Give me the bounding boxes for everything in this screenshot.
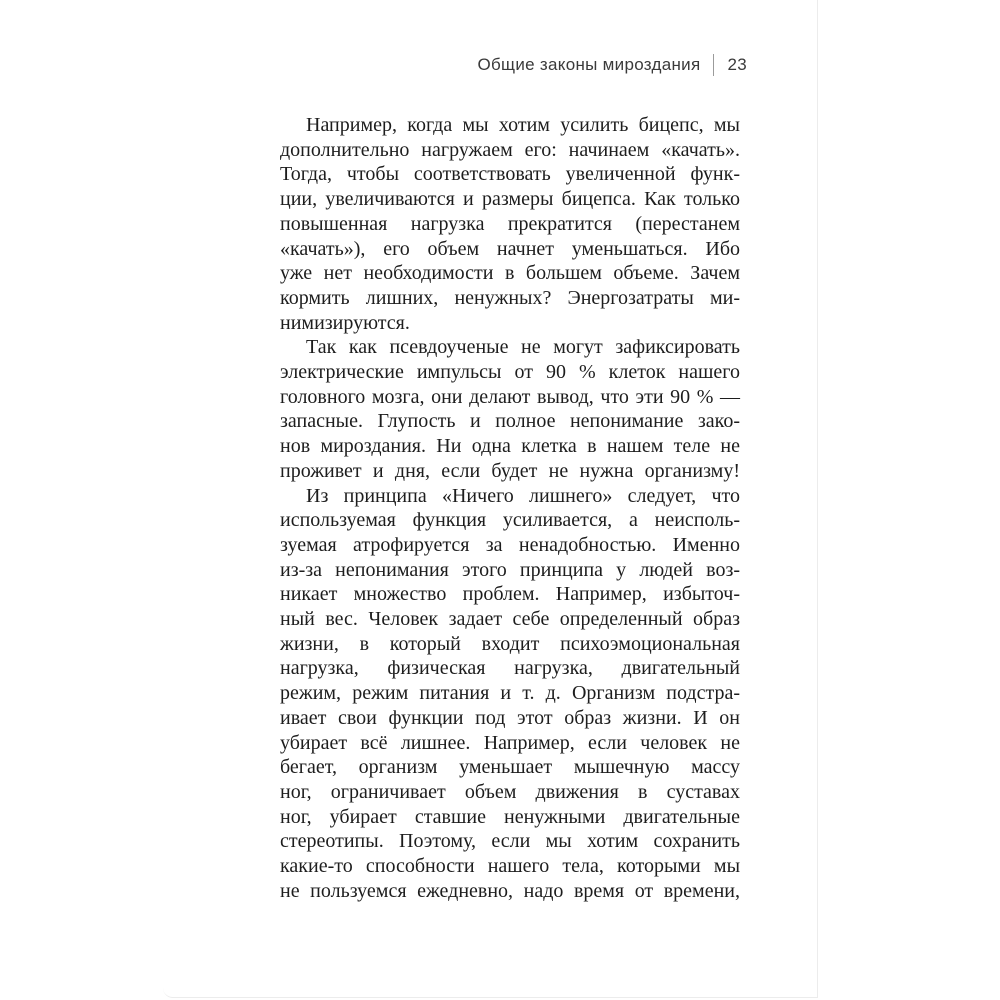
text-line: жизни, в который входит психоэмоциональная	[280, 632, 740, 655]
header-divider	[713, 54, 714, 76]
text-line: не пользуемся ежедневно, надо время от времени,	[280, 879, 740, 902]
chapter-title: Общие законы мироздания	[477, 55, 701, 74]
text-line: убирает всё лишнее. Например, если человек не	[280, 731, 740, 754]
text-line: ивает свои функции под этот образ жизни. И он	[280, 706, 740, 729]
text-line: Тогда, чтобы соответствовать увеличенной функ-	[280, 163, 740, 186]
text-line: используемая функция усиливается, а неисполь-	[280, 509, 740, 532]
text-line: дополнительно нагружаем его: начинаем «качать».	[280, 138, 740, 161]
text-line: «качать»), его объем начнет уменьшаться. Ибо	[280, 237, 740, 260]
text-line: бегает, организм уменьшает мышечную массу	[280, 756, 740, 779]
text-line: проживет и дня, если будет не нужна организму!	[280, 459, 740, 482]
body-text	[280, 113, 740, 904]
text-line: головного мозга, они делают вывод, что эти 90 % —	[280, 385, 740, 408]
text-line: режим, режим питания и т. д. Организм подстра-	[280, 682, 740, 705]
text-line: ный вес. Человек задает себе определенный образ	[280, 608, 740, 631]
text-line: никает множество проблем. Например, избыточ-	[280, 583, 740, 606]
text-line: нагрузка, физическая нагрузка, двигательный	[280, 657, 740, 680]
text-line: какие-то способности нашего тела, которыми мы	[280, 855, 740, 878]
text-line: запасные. Глупость и полное непонимание зако-	[280, 410, 740, 433]
text-line: ног, убирает ставшие ненужными двигательные	[280, 805, 740, 828]
text-line: уже нет необходимости в большем объеме. Зачем	[280, 262, 740, 285]
text-line: нов мироздания. Ни одна клетка в нашем теле не	[280, 435, 740, 458]
text-line: повышенная нагрузка прекратится (перестанем	[280, 212, 740, 235]
text-line: из-за непонимания этого принципа у людей воз-	[280, 558, 740, 581]
text-line: зуемая атрофируется за ненадобностью. Именно	[280, 533, 740, 556]
page-header	[280, 54, 747, 76]
text-line: Например, когда мы хотим усилить бицепс, мы	[306, 114, 740, 136]
text-line: стереотипы. Поэтому, если мы хотим сохранить	[280, 830, 740, 853]
text-line: кормить лишних, ненужных? Энергозатраты ми-	[280, 286, 740, 309]
text-line: Так как псевдоученые не могут зафиксировать	[306, 336, 740, 359]
text-line: ции, увеличиваются и размеры бицепса. Как только	[280, 188, 740, 211]
text-line: Из принципа «Ничего лишнего» следует, что	[306, 484, 740, 507]
page-number: 23	[727, 55, 747, 74]
text-line: нимизируются.	[280, 311, 410, 334]
text-line: электрические импульсы от 90 % клеток нашего	[280, 361, 740, 384]
text-line: ног, ограничивает объем движения в суставах	[280, 780, 740, 803]
